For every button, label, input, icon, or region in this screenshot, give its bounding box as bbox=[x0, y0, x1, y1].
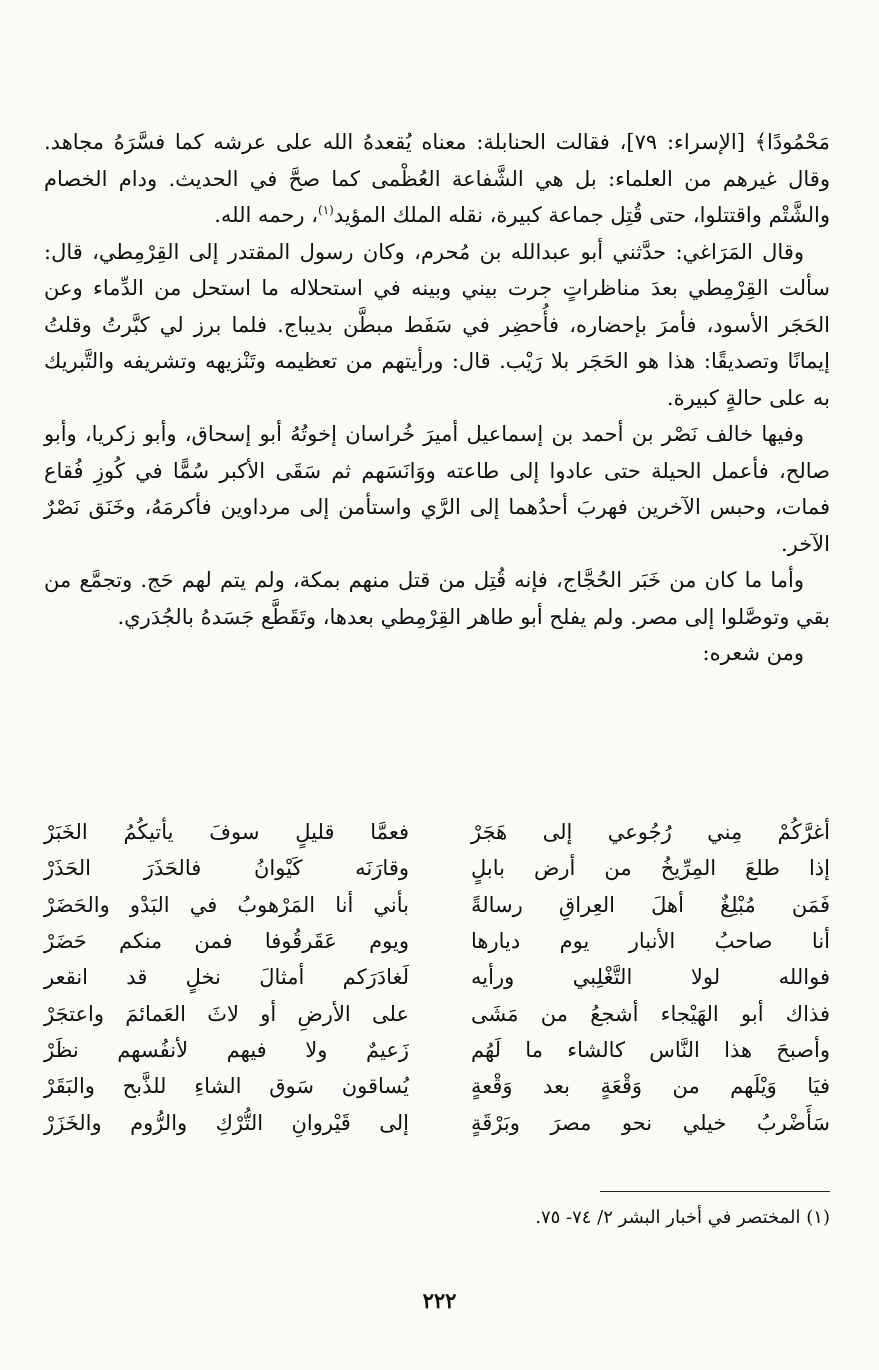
paragraph-4: وأما ما كان من خَبَر الحُجَّاج، فإنه قُتِل من قتل منهم بمكة، ولم يتم لهم حَج. وتجمَّع من بقي وتوصَّلوا إلى مصر. ولم يفلح أبو طاهر القِرْمِطي بعدها، وتَقَطَّع جَسَدهُ بالجُدَري. bbox=[44, 568, 830, 629]
poem bbox=[44, 814, 830, 1141]
second-hemistich: لَغادَرَكم أمثالَ نخلٍ قد انقعر bbox=[44, 965, 409, 990]
first-hemistich: سَأَضْربُ خيلي نحو مصرَ وبَرْقَةٍ bbox=[471, 1110, 830, 1135]
first-hemistich: فيَا وَيْلَهم من وَقْعَةٍ بعد وَقْعةٍ bbox=[471, 1074, 830, 1099]
second-hemistich: بأني أنا المَرْهوبُ في البَدْو والحَضَرْ bbox=[44, 892, 409, 917]
first-hemistich: وأصبحَ هذا النَّاس كالشاء ما لَهُم bbox=[471, 1037, 830, 1062]
main-text bbox=[44, 124, 830, 672]
verse-line bbox=[44, 887, 830, 923]
verse-line bbox=[44, 959, 830, 995]
second-hemistich: فعمَّا قليلٍ سوفَ يأتيكُمُ الخَبَرْ bbox=[44, 820, 409, 845]
first-hemistich: فَمَن مُبْلِغٌ أهلَ العِراقِ رسالةً bbox=[471, 892, 830, 917]
footnote-marker: (١) bbox=[318, 203, 334, 217]
second-hemistich: على الأرضِ أو لاثَ العَمائمَ واعتجَرْ bbox=[44, 1001, 409, 1026]
first-hemistich: فذاك أبو الهَيْجاء أشجعُ من مَشَى bbox=[471, 1001, 830, 1026]
first-hemistich: أنا صاحبُ الأنبار يوم ديارها bbox=[471, 929, 830, 954]
verse-line bbox=[44, 923, 830, 959]
page-number: ٢٢٢ bbox=[422, 1288, 457, 1313]
second-hemistich: زَعيمٌ ولا فيهم لأنفُسهم نظَرْ bbox=[44, 1037, 409, 1062]
footnote-divider bbox=[600, 1191, 830, 1192]
verse-line bbox=[44, 850, 830, 886]
first-hemistich: إذا طلعَ المِرِّيخُ من أرض بابلٍ bbox=[471, 856, 830, 881]
second-hemistich: وقارَنَه كَيْوانُ فالحَذَرَ الحَذَرْ bbox=[44, 856, 409, 881]
second-hemistich: يُساقون سَوق الشاءِ للذَّبح والبَقَرْ bbox=[44, 1074, 409, 1099]
paragraph-1-tail: ، رحمه الله. bbox=[214, 203, 318, 227]
first-hemistich: فوالله لولا التَّغْلِبي ورأيه bbox=[471, 965, 830, 990]
second-hemistich: إلى قَيْروانِ التُّرْكِ والرُّوم والخَزَرْ bbox=[44, 1110, 409, 1135]
verse-line bbox=[44, 995, 830, 1031]
paragraph-3: وفيها خالف نَصْر بن أحمد بن إسماعيل أميرَ خُراسان إخوتُهُ أبو إسحاق، وأبو زكريا، وأبو صالح، فأعمل الحيلة حتى عادوا إلى طاعته ووَانَسَهم ثم سَقَى الأكبر سُمًّا في كُوزِ فُقاع فمات، وحبس الآخرين فهربَ أحدُهما إلى الرَّي واستأمن إلى مرداوين فأكرمَهُ، وخَنَق نَصْرٌ الآخر. bbox=[44, 422, 830, 556]
footnote: (١) المختصر في أخبار البشر ٢/ ٧٤- ٧٥. bbox=[535, 1207, 830, 1228]
verse-line bbox=[44, 1068, 830, 1104]
verse-line bbox=[44, 1032, 830, 1068]
second-hemistich: ويوم عَقَرقُوفا فمن منكم حَضَرْ bbox=[44, 929, 409, 954]
verse-line bbox=[44, 1104, 830, 1140]
verse-intro: ومن شعره: bbox=[702, 641, 804, 665]
paragraph-1-text: مَحْمُودًا﴾ [الإسراء: ٧٩]، فقالت الحنابلة: معناه يُقعدهُ الله على عرشه كما فسَّرَهُ مجاهد. وقال غيرهم من العلماء: بل هي الشَّفاعة العُظْمى كما صحَّ في الحديث. ودام الخصام والشَّتْم واقتتلوا، حتى قُتِل جماعة كبيرة، نقله الملك المؤيد bbox=[44, 130, 830, 227]
paragraph-1 bbox=[44, 124, 830, 234]
first-hemistich: أغرَّكُمْ مِني رُجُوعي إلى هَجَرْ bbox=[471, 820, 830, 845]
paragraph-2: وقال المَرَاغي: حدَّثني أبو عبدالله بن مُحرم، وكان رسول المقتدر إلى القِرْمِطي، قال: سألت القِرْمِطي بعدَ مناظراتٍ جرت بيني وبينه في استحلاله ما استحل من الدِّماء وعن الحَجَر الأسود، فأمرَ بإحضاره، فأُحضِر في سَفَط مبطَّن بديباج. فلما برز لي كبَّرتُ وقلتُ إيمانًا وتصديقًا: هذا هو الحَجَر بلا رَيْب. قال: ورأيتهم من تعظيمه وتَنْزيهه وتشريفه والتَّبريك به على حالةٍ كبيرة. bbox=[44, 239, 830, 410]
verse-line bbox=[44, 814, 830, 850]
